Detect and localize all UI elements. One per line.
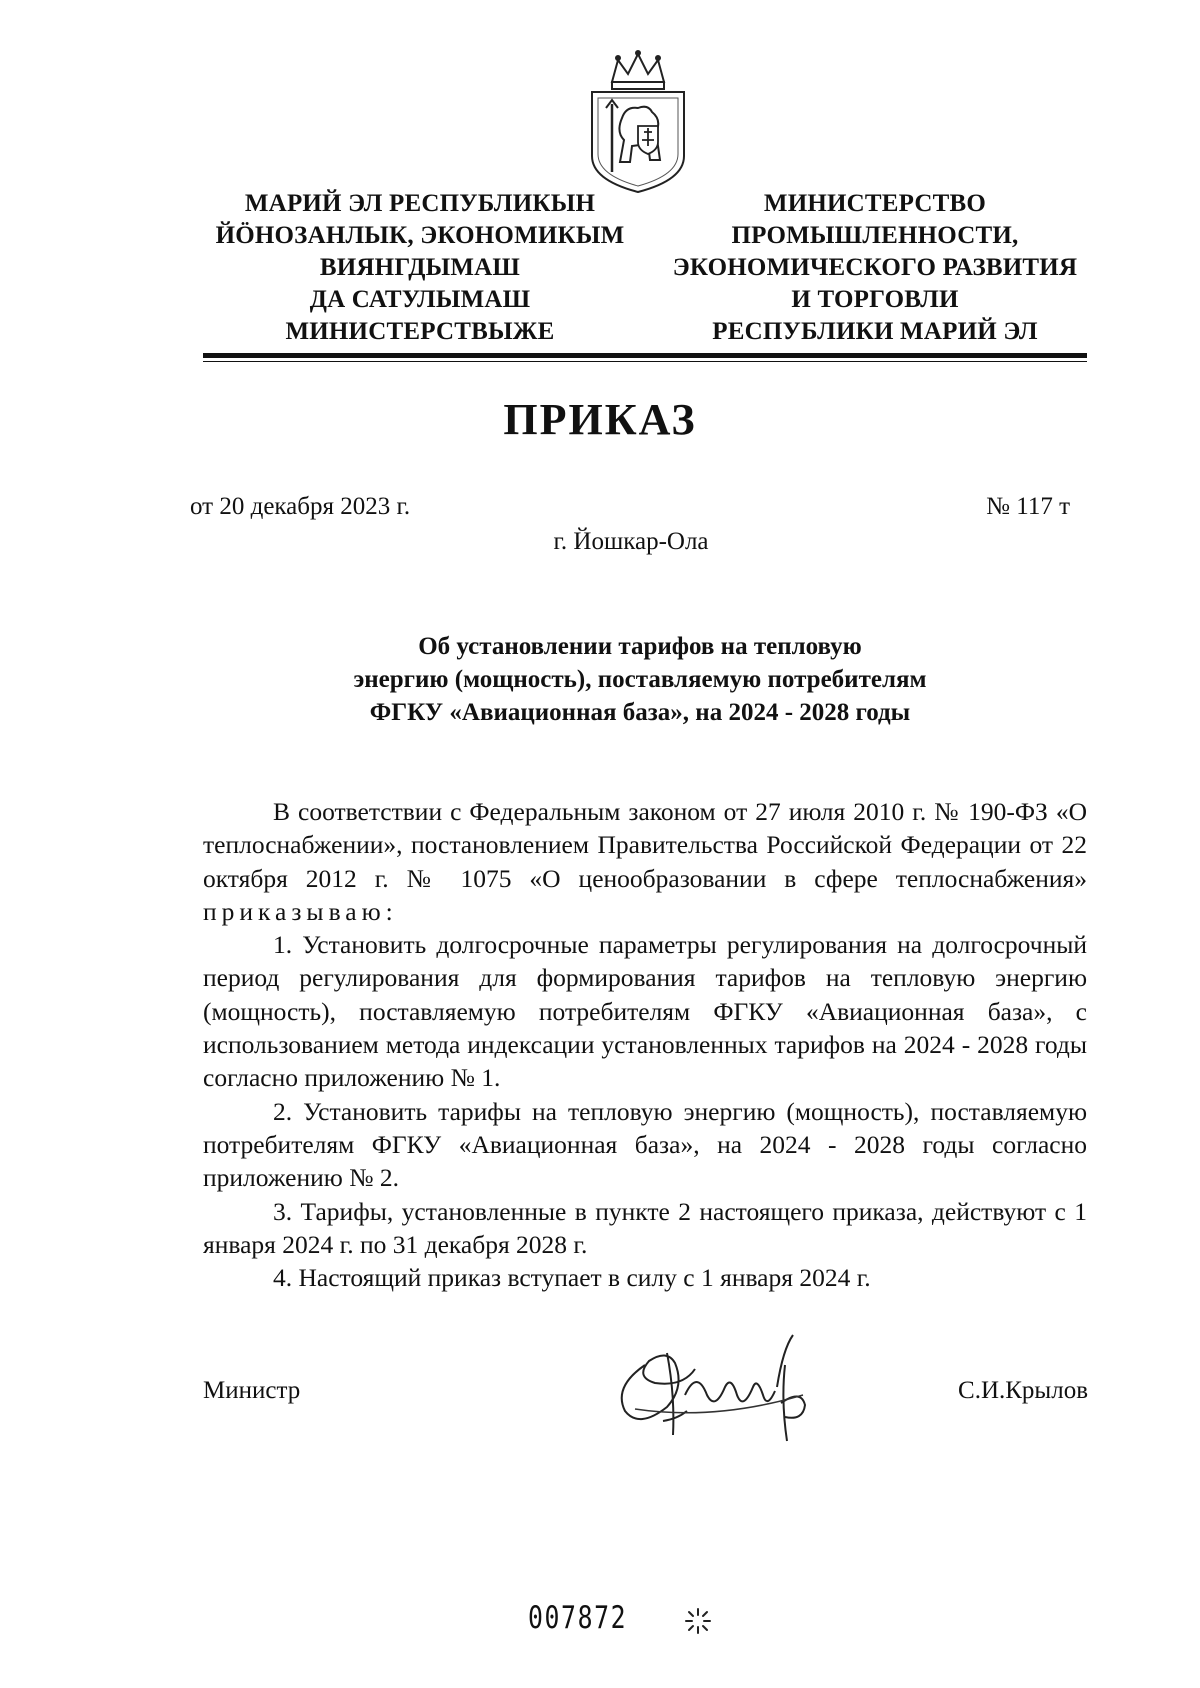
header-left-block bbox=[190, 188, 650, 348]
header-divider-thin bbox=[203, 361, 1087, 362]
document-subject bbox=[190, 630, 1090, 729]
header-right-line: И ТОРГОВЛИ bbox=[791, 286, 959, 313]
preamble-paragraph bbox=[203, 795, 1087, 928]
signer-role: Министр bbox=[203, 1377, 301, 1404]
document-date: от 20 декабря 2023 г. bbox=[190, 493, 411, 520]
document-type-title: ПРИКАЗ bbox=[503, 395, 697, 444]
subject-line: энергию (мощность), поставляемую потребителям bbox=[353, 666, 927, 693]
document-number: № 117 т bbox=[986, 493, 1070, 520]
order-item-4: 4. Настоящий приказ вступает в силу с 1 января 2024 г. bbox=[273, 1263, 871, 1293]
serial-number: 007872 bbox=[528, 1600, 628, 1636]
header-right-line: ЭКОНОМИЧЕСКОГО РАЗВИТИЯ bbox=[672, 254, 1078, 281]
header-right-line: РЕСПУБЛИКИ МАРИЙ ЭЛ bbox=[712, 318, 1038, 345]
order-word: приказываю: bbox=[203, 896, 398, 926]
order-item-3: 3. Тарифы, установленные в пункте 2 настоящего приказа, действуют с 1 января 2024 г. по 31 декабря 2028 г. bbox=[203, 1196, 1087, 1259]
subject-line: Об установлении тарифов на тепловую bbox=[418, 633, 862, 660]
preamble-text: В соответствии с Федеральным законом от 27 июля 2010 г. № 190-ФЗ «О теплоснабжении», постановлением Правительства Российской Федерации от 22 октября 2012 г. № 1075 «О ценообразовании в сфере теплоснабжения» bbox=[203, 797, 1087, 893]
header-left-line: МАРИЙ ЭЛ РЕСПУБЛИКЫН bbox=[244, 190, 596, 217]
header-right-line: МИНИСТЕРСТВО bbox=[763, 190, 987, 217]
header-left-line: ЙÖНОЗАНЛЫК, ЭКОНОМИКЫМ bbox=[215, 222, 625, 249]
header-right-block bbox=[660, 188, 1090, 348]
header-left-line: МИНИСТЕРСТВЫЖЕ bbox=[285, 318, 555, 345]
order-item-2: 2. Установить тарифы на тепловую энергию (мощность), поставляемую потребителям ФГКУ «Авиационная база», на 2024 - 2028 годы согласно приложению № 2. bbox=[203, 1096, 1087, 1193]
document-city: г. Йошкар-Ола bbox=[553, 528, 709, 555]
header-left-line: ВИЯНГДЫМАШ bbox=[319, 254, 521, 281]
header-divider-thick bbox=[203, 353, 1087, 358]
header-right-line: ПРОМЫШЛЕННОСТИ, bbox=[731, 222, 1019, 249]
document-body bbox=[203, 795, 1087, 1294]
signer-name: С.И.Крылов bbox=[958, 1377, 1088, 1404]
order-item-1: 1. Установить долгосрочные параметры регулирования на долгосрочный период регулирования для формирования тарифов на тепловую энергию (мощность), поставляемую потребителям ФГКУ «Авиационная база», с использованием метода индексации установленных тарифов на 2024 - 2028 годы согласно приложению № 1. bbox=[203, 930, 1087, 1093]
handwritten-signature bbox=[605, 1325, 835, 1455]
coat-of-arms-icon bbox=[582, 48, 694, 198]
asterisk-mark-icon bbox=[683, 1606, 713, 1636]
subject-line: ФГКУ «Авиационная база», на 2024 - 2028 годы bbox=[369, 699, 911, 726]
header-left-line: ДА САТУЛЫМАШ bbox=[309, 286, 531, 313]
